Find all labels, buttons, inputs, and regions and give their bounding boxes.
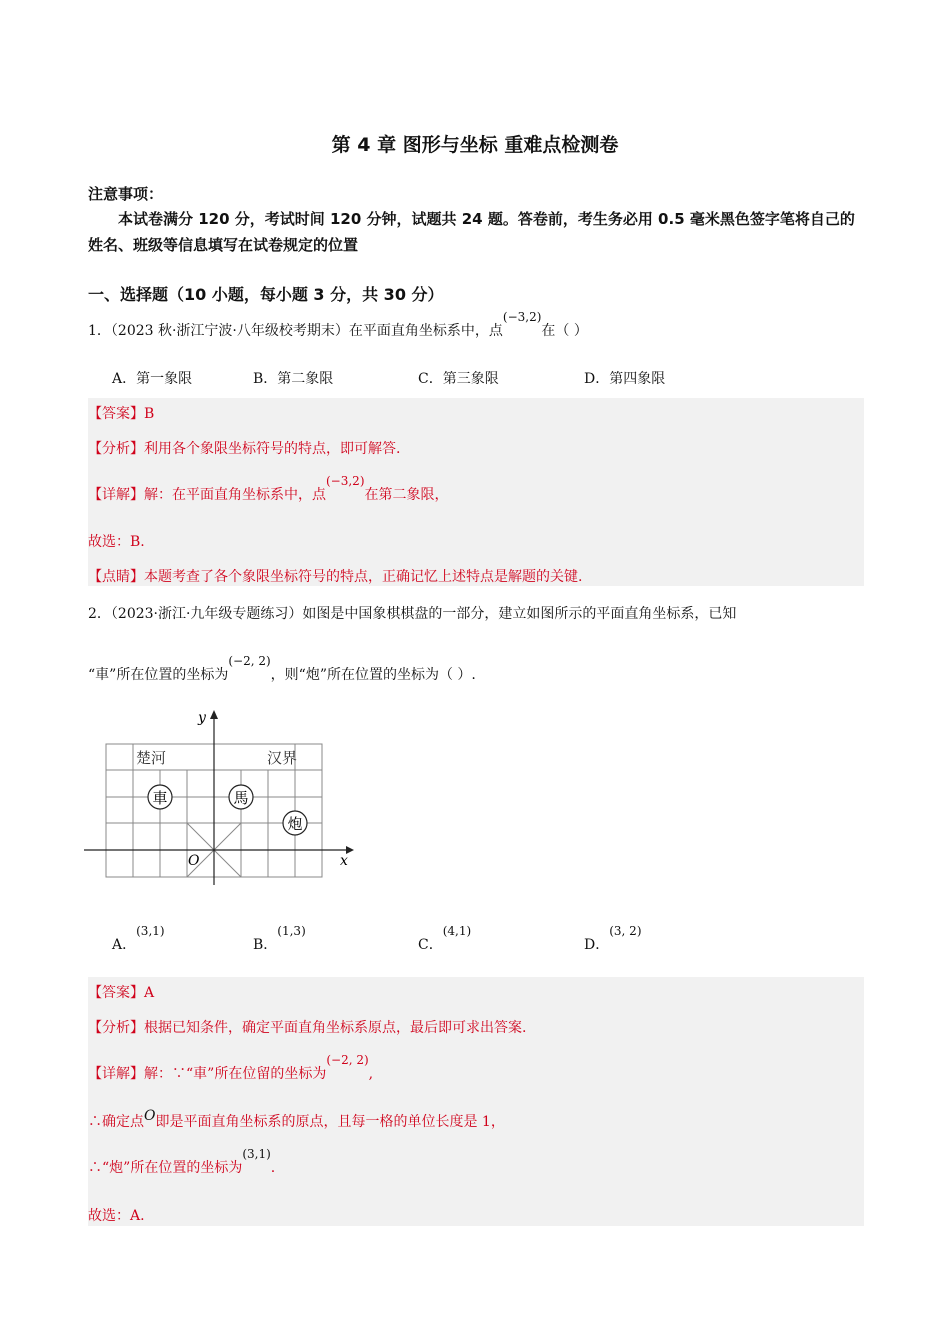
origin-label: O — [188, 853, 200, 869]
y-axis-label: y — [198, 710, 206, 726]
question-1-stem: 1．（2023 秋·浙江宁波·八年级校考期末）在平面直角坐标系中，点(−3,2)在（ ） — [88, 310, 588, 339]
q2-choice: 故选：A. — [88, 1208, 145, 1224]
x-axis-label: x — [340, 853, 348, 869]
q2-detail-line2: ∴确定点O即是平面直角坐标系的原点，且每一格的单位长度是 1， — [88, 1108, 505, 1130]
q1-option-b[interactable]: B．第二象限 — [253, 371, 334, 387]
question-2-stem-line2: “車”所在位置的坐标为(−2, 2)，则“炮”所在位置的坐标为（ ）. — [88, 654, 476, 683]
q1-option-a[interactable]: A．第一象限 — [112, 371, 193, 387]
q1-solution-box — [88, 398, 864, 586]
point-coordinate: (−3,2) — [502, 310, 542, 324]
q2-option-c[interactable]: C．(4,1) — [418, 924, 472, 953]
q1-option-d[interactable]: D．第四象限 — [584, 371, 666, 387]
question-2-stem: 2．（2023·浙江·九年级专题练习）如图是中国象棋棋盘的一部分，建立如图所示的平面直角坐标系，已知 — [88, 606, 737, 622]
q1-detail: 【详解】解：在平面直角坐标系中，点(−3,2)在第二象限， — [88, 474, 449, 503]
section-heading: 一、选择题（10 小题，每小题 3 分，共 30 分） — [88, 285, 444, 304]
q2-detail-line3: ∴“炮”所在位置的坐标为(3,1). — [88, 1147, 276, 1176]
chessboard-figure — [84, 705, 359, 885]
q1-choice: 故选：B. — [88, 534, 145, 550]
q2-option-a[interactable]: A．(3,1) — [112, 924, 165, 953]
piece-che — [148, 785, 172, 809]
q2-solution-box — [88, 977, 864, 1226]
svg-text:馬: 馬 — [233, 789, 249, 807]
page-title: 第 4 章 图形与坐标 重难点检测卷 — [331, 134, 619, 156]
svg-text:車: 車 — [152, 789, 168, 807]
notice-body: 本试卷满分 120 分，考试时间 120 分钟，试题共 24 题。答卷前，考生务必用 0.5 毫米黑色签字笔将自己的姓名、班级等信息填写在试卷规定的位置 — [88, 210, 855, 254]
q2-answer: 【答案】A — [88, 985, 155, 1001]
q1-answer: 【答案】B — [88, 406, 155, 422]
svg-text:炮: 炮 — [287, 815, 303, 833]
notice-heading: 注意事项： — [88, 185, 164, 203]
q2-detail: 【详解】解：∵“車”所在位留的坐标为(−2, 2), — [88, 1053, 374, 1082]
q2-analysis: 【分析】根据已知条件，确定平面直角坐标系原点，最后即可求出答案. — [88, 1020, 527, 1036]
river-label-right: 汉界 — [267, 749, 298, 767]
piece-pao — [283, 811, 307, 835]
y-axis-arrow — [210, 710, 218, 719]
q2-option-b[interactable]: B．(1,3) — [253, 924, 306, 953]
river-label-left: 楚河 — [136, 749, 167, 767]
q1-comment: 【点睛】本题考查了各个象限坐标符号的特点，正确记忆上述特点是解题的关键. — [88, 569, 583, 585]
q1-option-c[interactable]: C．第三象限 — [418, 371, 499, 387]
q1-analysis: 【分析】利用各个象限坐标符号的特点，即可解答. — [88, 441, 401, 457]
q2-option-d[interactable]: D．(3, 2) — [584, 924, 642, 953]
piece-ma — [229, 785, 253, 809]
